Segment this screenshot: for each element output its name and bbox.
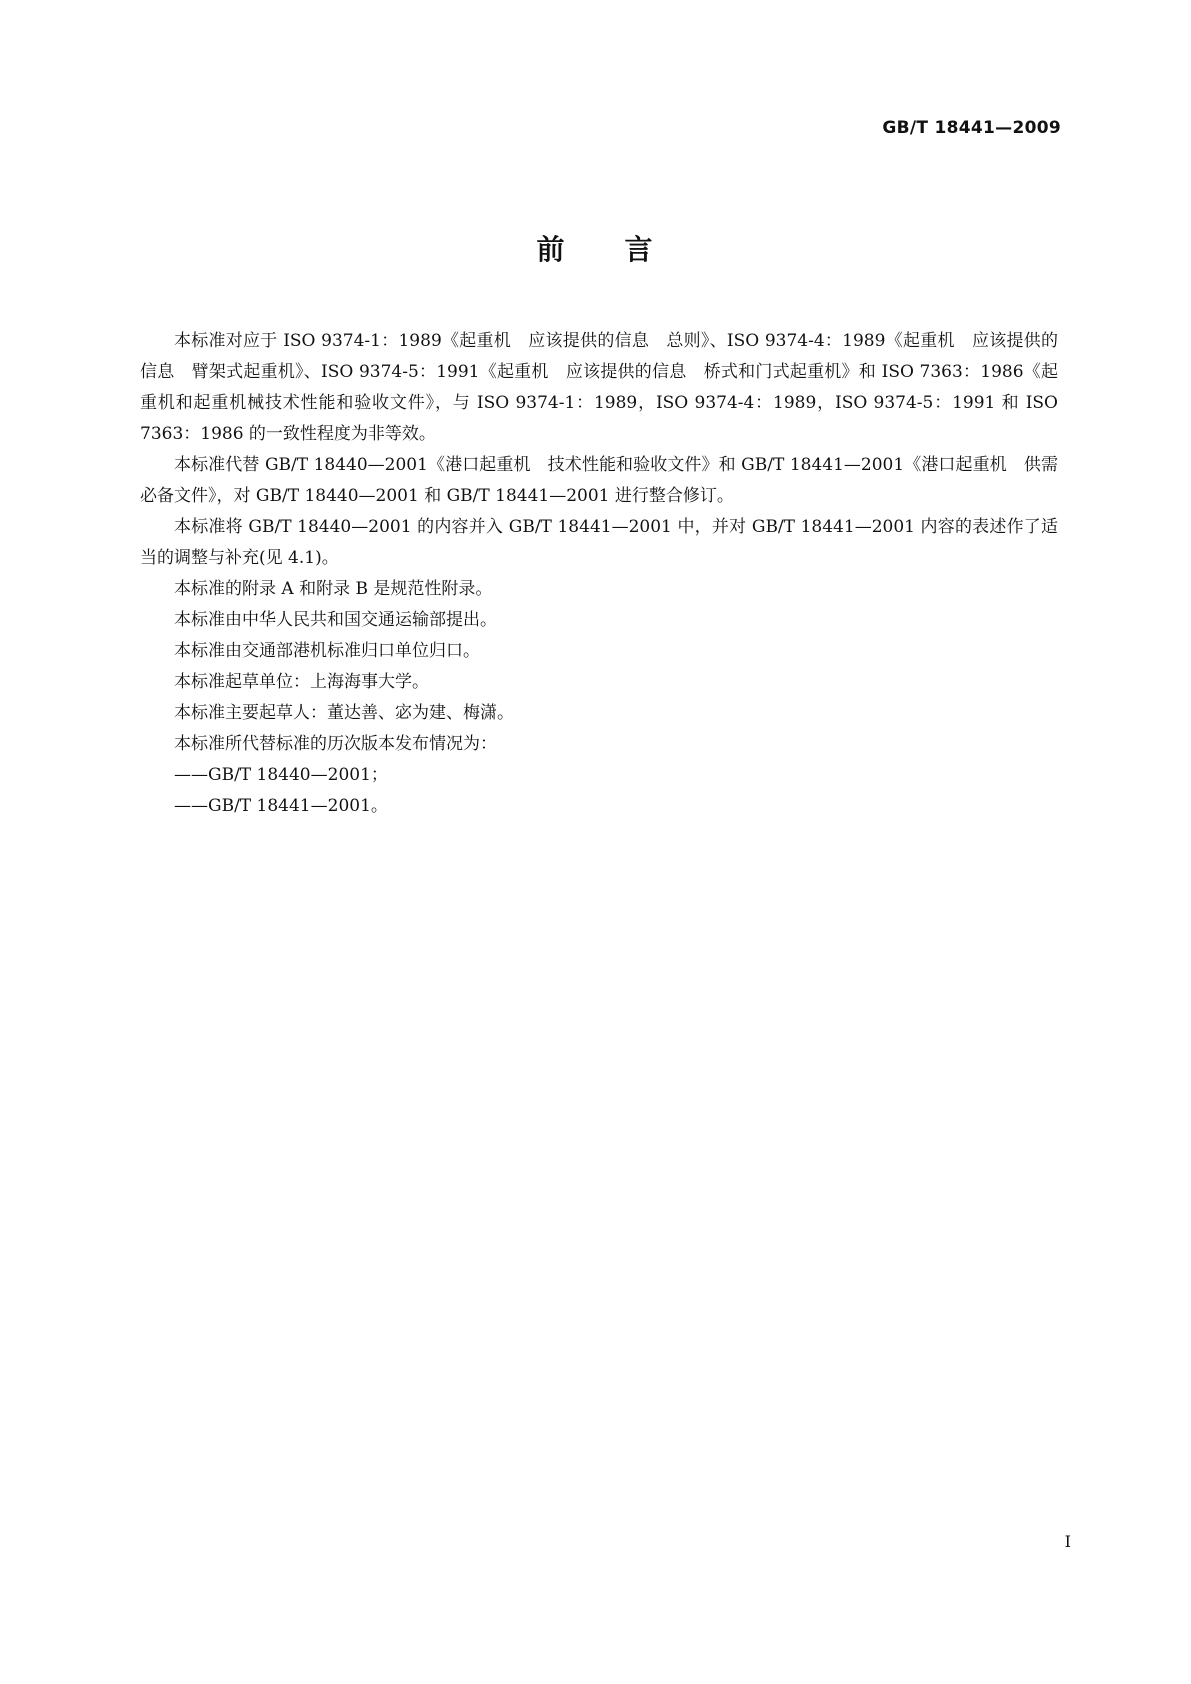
paragraph-version-history: 本标准所代替标准的历次版本发布情况为： <box>174 734 497 754</box>
page-title <box>0 228 1191 268</box>
version-item: ——GB/T 18441—2001。 <box>174 796 388 816</box>
paragraph-drafters: 本标准主要起草人：董达善、宓为建、梅潇。 <box>174 703 514 723</box>
paragraph-proposed-by: 本标准由中华人民共和国交通运输部提出。 <box>174 610 497 630</box>
title-char-1: 前 <box>536 233 567 266</box>
paragraph-merge: 本标准将 GB/T 18440—2001 的内容并入 GB/T 18441—2001 中，并对 GB/T 18441—2001 内容的表述作了适当的调整与补充(见 4.1)。 <box>140 517 1058 568</box>
title-char-2: 言 <box>624 233 655 266</box>
version-item: ——GB/T 18440—2001； <box>174 765 388 785</box>
paragraph-correspondence: 本标准对应于 ISO 9374-1：1989《起重机 应该提供的信息 总则》、ISO 9374-4：1989《起重机 应该提供的信息 臂架式起重机》、ISO 9374-5：1991《起重机 应该提供的信息 桥式和门式起重机》和 ISO 7363：1986《起重机和起重机械技术性能和验收文件》，与 ISO 9374-1：1989，ISO 9374-4：1989，ISO 9374-5：1991 和 ISO 7363：1986 的一致性程度为非等效。 <box>140 331 1058 444</box>
paragraph-annexes: 本标准的附录 A 和附录 B 是规范性附录。 <box>174 579 493 599</box>
page-number: I <box>1064 1532 1071 1551</box>
standard-code: GB/T 18441—2009 <box>882 118 1061 138</box>
paragraph-drafting-unit: 本标准起草单位：上海海事大学。 <box>174 672 429 692</box>
paragraph-replaces: 本标准代替 GB/T 18440—2001《港口起重机 技术性能和验收文件》和 GB/T 18441—2001《港口起重机 供需必备文件》，对 GB/T 18440—2001 和 GB/T 18441—2001 进行整合修订。 <box>140 455 1058 506</box>
paragraph-centralized-by: 本标准由交通部港机标准归口单位归口。 <box>174 641 480 661</box>
foreword-body <box>140 326 1058 822</box>
